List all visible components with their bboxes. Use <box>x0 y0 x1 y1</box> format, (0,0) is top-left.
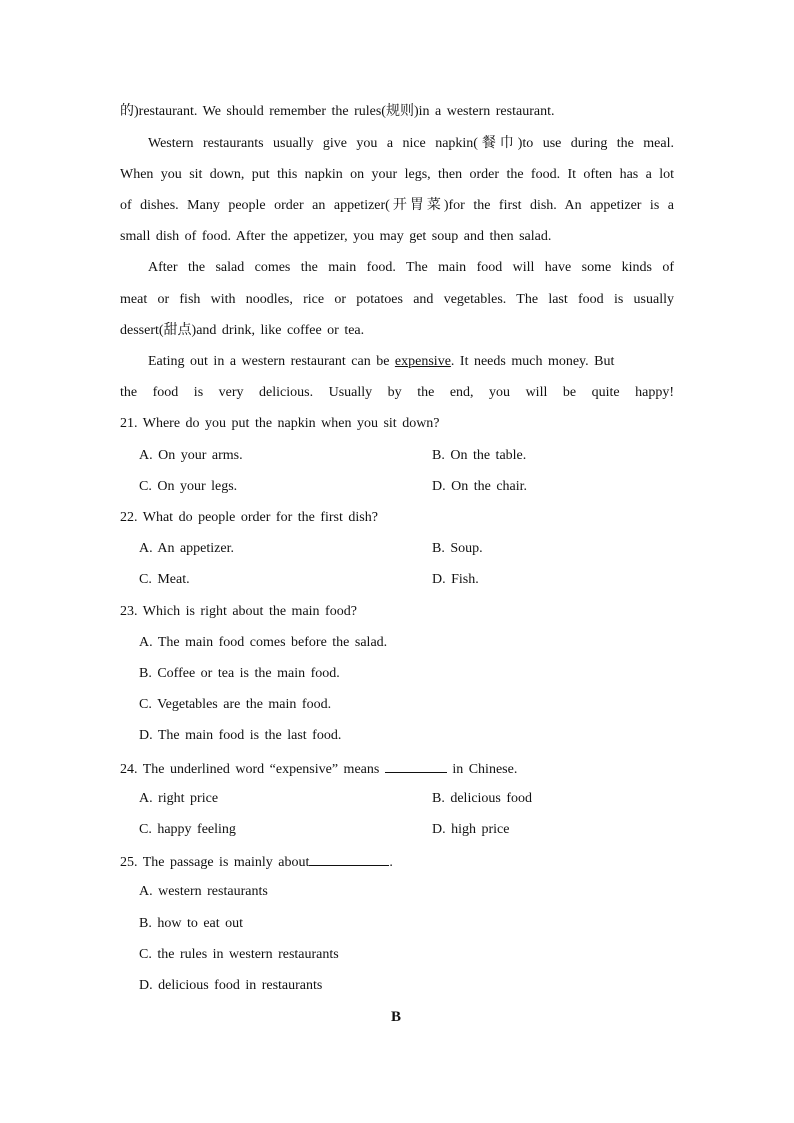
option-24-a: A. right price <box>139 791 219 806</box>
option-21-c: C. On your legs. <box>139 479 238 494</box>
answer-blank <box>309 851 389 866</box>
section-label: B <box>391 1009 402 1025</box>
question-text: 24. The underlined word “expensive” means <box>120 762 385 777</box>
question-23: 23. Which is right about the main food? <box>120 604 357 619</box>
passage-line: of dishes. Many people order an appetizer(开胃菜)for the first dish. An appetizer is a <box>120 198 674 213</box>
passage-text: . It needs much money. But <box>450 354 615 369</box>
question-text: . <box>389 855 393 870</box>
option-25-a: A. western restaurants <box>139 884 268 899</box>
answer-blank <box>385 758 447 773</box>
passage-line: meat or fish with noodles, rice or potatoes and vegetables. The last food is usually <box>120 292 674 307</box>
passage-line <box>148 352 674 372</box>
passage-text: Eating out in a western restaurant can be <box>148 354 395 369</box>
option-22-b: B. Soup. <box>432 541 483 556</box>
passage-line: Western restaurants usually give you a nice napkin(餐巾)to use during the meal. <box>148 136 674 151</box>
option-22-a: A. An appetizer. <box>139 541 234 556</box>
underlined-word: expensive <box>394 354 451 369</box>
option-22-d: D. Fish. <box>432 572 479 587</box>
passage-line: dessert(甜点)and drink, like coffee or tea. <box>120 323 365 338</box>
passage-line: the food is very delicious. Usually by the end, you will be quite happy! <box>120 385 674 400</box>
option-24-d: D. high price <box>432 822 510 837</box>
option-23-c: C. Vegetables are the main food. <box>139 697 332 712</box>
option-23-b: B. Coffee or tea is the main food. <box>139 666 340 681</box>
option-24-c: C. happy feeling <box>139 822 236 837</box>
question-text: 25. The passage is mainly about <box>120 855 310 870</box>
question-text: in Chinese. <box>446 762 518 777</box>
option-25-b: B. how to eat out <box>139 916 244 931</box>
option-25-d: D. delicious food in restaurants <box>139 978 323 993</box>
passage-line: 的)restaurant. We should remember the rules(规则)in a western restaurant. <box>120 104 555 119</box>
option-21-b: B. On the table. <box>432 448 527 463</box>
option-23-a: A. The main food comes before the salad. <box>139 635 388 650</box>
option-22-c: C. Meat. <box>139 572 190 587</box>
option-23-d: D. The main food is the last food. <box>139 728 342 743</box>
question-24 <box>120 758 674 780</box>
question-22: 22. What do people order for the first dish? <box>120 510 378 525</box>
option-24-b: B. delicious food <box>432 791 533 806</box>
passage-line: When you sit down, put this napkin on your legs, then order the food. It often has a lot <box>120 167 674 182</box>
option-25-c: C. the rules in western restaurants <box>139 947 339 962</box>
question-21: 21. Where do you put the napkin when you sit down? <box>120 416 440 431</box>
option-21-a: A. On your arms. <box>139 448 243 463</box>
passage-line: small dish of food. After the appetizer, you may get soup and then salad. <box>120 229 552 244</box>
passage-line: After the salad comes the main food. The main food will have some kinds of <box>148 260 674 275</box>
option-21-d: D. On the chair. <box>432 479 528 494</box>
question-25 <box>120 851 674 873</box>
